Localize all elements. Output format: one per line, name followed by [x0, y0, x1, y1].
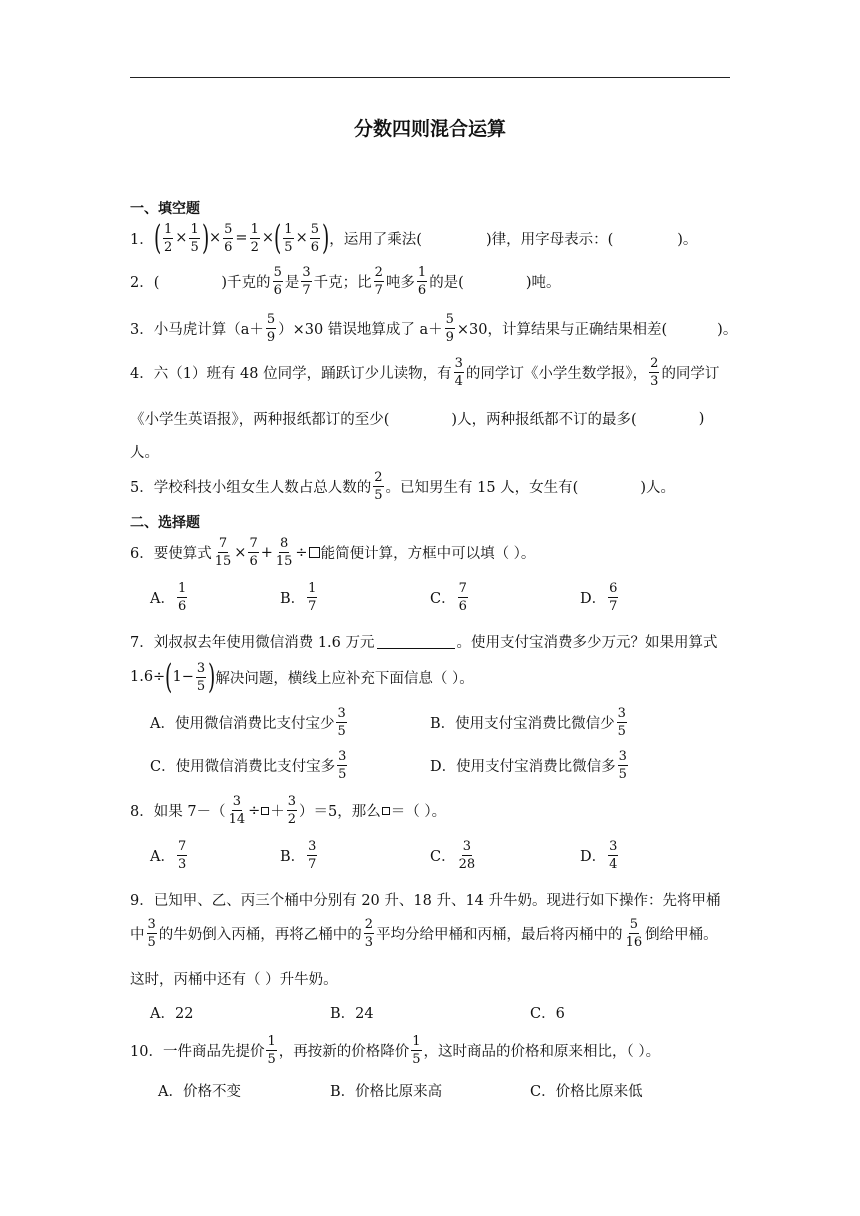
question-10: 10．一件商品先提价 $\frac{1}{5}$ ，再按新的价格降价 $\frac{1}{5}$ ，这时商品的价格和原来相比，（ ）。	[130, 1034, 661, 1067]
question-2: 2．( )千克的 $\frac{5}{6}$ 是 $\frac{3}{7}$ 千克；比 $\frac{2}{7}$ 吨多 $\frac{1}{6}$ 的是( )吨。	[130, 265, 561, 298]
q7-option-c[interactable]: C．使用微信消费比支付宝多 $\frac{3}{5}$	[150, 749, 347, 782]
question-6: 6．要使算式 $\frac{7}{15}$ × $\frac{7}{6}$ + $\frac{8}{15}$ ÷ 能简便计算，方框中可以填（ ）。	[130, 536, 536, 569]
fraction: $\frac{7}{6}$	[249, 536, 258, 569]
fraction: $\frac{5}{9}$	[266, 312, 276, 345]
question-1: 1． ( $\frac{1}{2}$ × $\frac{1}{5}$ ) × $\frac{5}{6}$ = $\frac{1}{2}$ × ( $\frac{1}{5}$ × $\frac{5}{6}$ ) ，运用了乘法( )律，用字母表示：( )。	[130, 218, 698, 258]
question-5: 5．学校科技小组女生人数占总人数的 $\frac{2}{5}$ 。已知男生有 15 人，女生有( )人。	[130, 470, 676, 503]
q8-option-a[interactable]: A． $\frac{7}{3}$	[150, 839, 187, 872]
fraction: $\frac{3}{5}$	[338, 749, 347, 782]
blank-box-icon	[309, 547, 320, 558]
page-title: 分数四则混合运算	[353, 118, 506, 140]
fraction: $\frac{2}{5}$	[374, 470, 383, 503]
fraction: $\frac{3}{7}$	[308, 839, 317, 872]
q8-option-c[interactable]: C． $\frac{3}{28}$	[430, 839, 476, 872]
fraction: $\frac{1}{7}$	[308, 581, 317, 614]
fraction: $\frac{2}{7}$	[374, 265, 383, 298]
fraction: $\frac{7}{15}$	[214, 536, 232, 569]
fraction: $\frac{3}{5}$	[147, 917, 156, 950]
question-8: 8．如果 7－（ $\frac{3}{14}$ ÷ ＋ $\frac{3}{2}$ ）＝5，那么 ＝（ ）。	[130, 794, 447, 827]
q8-option-d[interactable]: D． $\frac{3}{4}$	[580, 839, 618, 872]
fraction: $\frac{2}{3}$	[364, 917, 374, 950]
fraction: $\frac{6}{7}$	[609, 581, 618, 614]
fraction: $\frac{3}{5}$	[618, 749, 627, 782]
fraction: $\frac{2}{3}$	[650, 356, 659, 389]
question-4-line-1: 4．六（1）班有 48 位同学，踊跃订少儿读物，有 $\frac{3}{4}$ 的同学订《小学生数学报》， $\frac{2}{3}$ 的同学订	[130, 356, 720, 389]
fraction: $\frac{3}{7}$	[302, 265, 311, 298]
q8-option-b[interactable]: B． $\frac{3}{7}$	[280, 839, 317, 872]
q9-option-c[interactable]: C．6	[530, 1006, 565, 1022]
q7-option-d[interactable]: D．使用支付宝消费比微信多 $\frac{3}{5}$	[430, 749, 627, 782]
q10-option-a[interactable]: A．价格不变	[158, 1084, 241, 1100]
blank-box-icon	[261, 807, 269, 815]
question-9-line-1: 9．已知甲、乙、丙三个桶中分别有 20 升、18 升、14 升牛奶。现进行如下操作：先将甲桶	[130, 893, 721, 909]
question-4-line-2: 《小学生英语报》，两种报纸都订的至少( )人，两种报纸都不订的最多( )	[130, 410, 705, 428]
fraction: $\frac{3}{2}$	[287, 794, 297, 827]
fraction: $\frac{5}{6}$	[224, 221, 233, 255]
question-4-line-3: 人。	[130, 445, 159, 461]
section-fill-blank: 一、填空题	[130, 201, 200, 217]
blank-underline	[377, 634, 455, 649]
fraction: $\frac{3}{5}$	[617, 706, 626, 739]
fraction: $\frac{1}{2}$	[250, 221, 259, 255]
q10-option-b[interactable]: B．价格比原来高	[330, 1084, 443, 1100]
q10-option-c[interactable]: C．价格比原来低	[530, 1084, 643, 1100]
fraction: $\frac{3}{28}$	[458, 839, 476, 872]
fraction: $\frac{1}{6}$	[177, 581, 187, 614]
q7-option-a[interactable]: A．使用微信消费比支付宝少 $\frac{3}{5}$	[150, 706, 346, 739]
q6-option-b[interactable]: B． $\frac{1}{7}$	[280, 581, 317, 614]
fraction: $\frac{1}{6}$	[417, 265, 427, 298]
question-7-line-2: 1.6÷ ( 1 − $\frac{3}{5}$ ) 解决问题，横线上应补充下面信息（ ）。	[130, 657, 474, 697]
question-3: 3．小马虎计算（a＋ $\frac{5}{9}$ ）×30 错误地算成了 a＋ $\frac{5}{9}$ ×30，计算结果与正确结果相差( )。	[130, 312, 738, 345]
fraction: $\frac{1}{5}$	[412, 1034, 421, 1067]
q9-option-a[interactable]: A．22	[150, 1006, 194, 1022]
header-rule	[130, 77, 730, 78]
fraction: $\frac{7}{6}$	[458, 581, 467, 614]
fraction: $\frac{5}{9}$	[445, 312, 454, 345]
fraction: $\frac{7}{3}$	[177, 839, 187, 872]
fraction: $\frac{3}{5}$	[337, 706, 346, 739]
fraction: $\frac{5}{16}$	[625, 917, 643, 950]
q6-option-d[interactable]: D． $\frac{6}{7}$	[580, 581, 618, 614]
section-multiple-choice: 二、选择题	[130, 515, 200, 531]
fraction: $\frac{3}{14}$	[228, 794, 246, 827]
q6-option-c[interactable]: C． $\frac{7}{6}$	[430, 581, 467, 614]
fraction: $\frac{8}{15}$	[275, 536, 293, 569]
fraction: $\frac{5}{6}$	[310, 221, 319, 255]
question-9-line-3: 这时，丙桶中还有（ ）升牛奶。	[130, 972, 338, 988]
fraction: $\frac{1}{5}$	[284, 221, 293, 255]
q9-option-b[interactable]: B．24	[330, 1006, 374, 1022]
blank-box-icon	[382, 807, 390, 815]
fraction: $\frac{3}{4}$	[454, 356, 463, 389]
fraction: $\frac{3}{4}$	[609, 839, 618, 872]
q7-option-b[interactable]: B．使用支付宝消费比微信少 $\frac{3}{5}$	[430, 706, 626, 739]
question-7-line-1: 7．刘叔叔去年使用微信消费 1.6 万元 。使用支付宝消费多少万元？如果用算式	[130, 635, 718, 651]
question-9-line-2: 中 $\frac{3}{5}$ 的牛奶倒入丙桶，再将乙桶中的 $\frac{2}{3}$ 平均分给甲桶和丙桶，最后将丙桶中的 $\frac{5}{16}$ 倒给甲桶。	[130, 917, 718, 950]
fraction: $\frac{1}{5}$	[267, 1034, 276, 1067]
fraction: $\frac{3}{5}$	[196, 660, 206, 694]
fraction: $\frac{1}{2}$	[164, 221, 173, 255]
fraction: $\frac{5}{6}$	[273, 265, 282, 298]
fraction: $\frac{1}{5}$	[190, 221, 199, 255]
q6-option-a[interactable]: A． $\frac{1}{6}$	[150, 581, 187, 614]
